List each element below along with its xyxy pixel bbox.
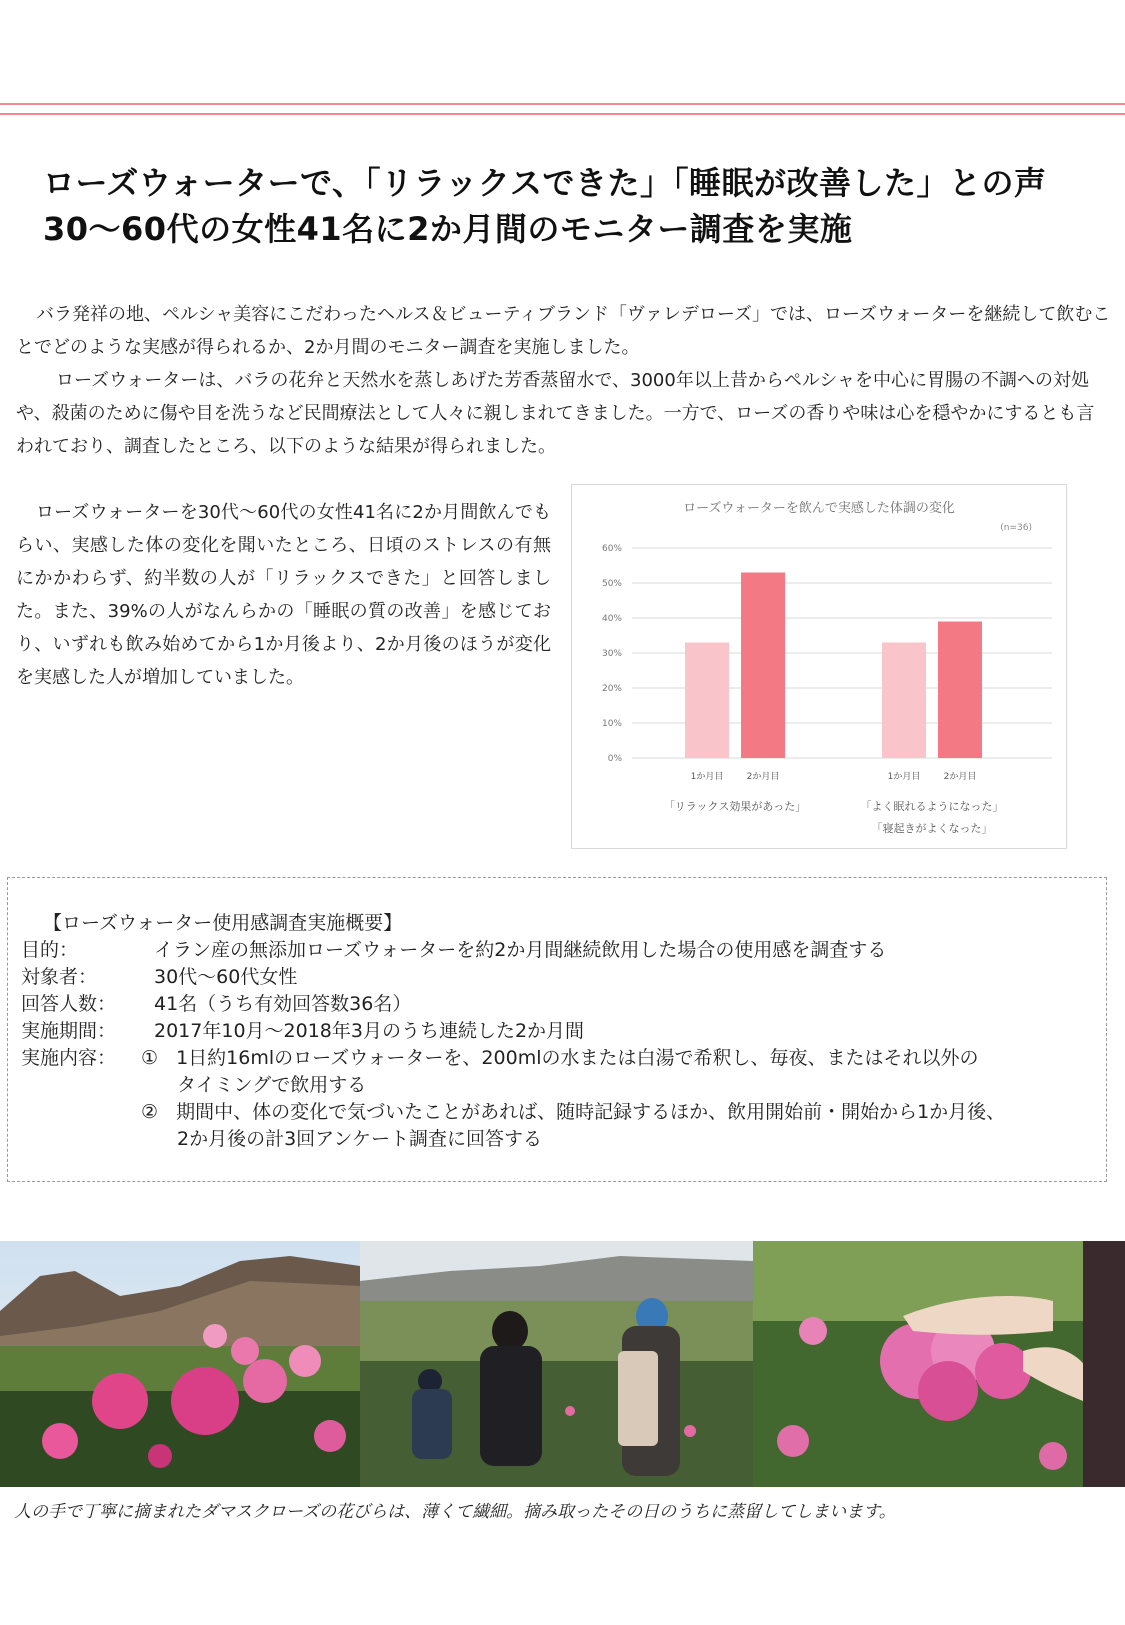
bar [685,643,729,759]
title-line-2: 30～60代の女性41名に2か月間のモニター調査を実施 [43,210,853,248]
y-tick-label: 20% [601,684,622,694]
intro-paragraph-2: ローズウォーターは、バラの花弁と天然水を蒸しあげた芳香蒸留水で、3000年以上昔からペルシャを中心に胃腸の不調への対処や、殺菌のために傷や目を洗うなど民間療法として人々に親しまれてきました。一方で、ローズの香りや味は心を穏やかにするとも言われており、調査したところ、以下のような結果が得られました。 [16,370,1095,457]
x-tick-label: 1か月目 [887,772,921,782]
survey-value: 41名（うち有効回答数36名） [154,993,412,1015]
group-label: 「リラックス効果があった」 [663,800,807,813]
group-label: 「よく眠れるようになった」 [860,800,1004,813]
y-tick-label: 10% [601,719,622,729]
photo-strip [0,1241,1125,1487]
survey-row-period [21,1018,585,1045]
x-tick-label: 2か月目 [746,772,780,782]
survey-summary-box [7,877,1107,1182]
survey-row-target [21,964,298,991]
bar [741,573,785,759]
result-paragraph: ローズウォーターを30代～60代の女性41名に2か月間飲んでもらい、実感した体の変化を聞いたところ、日頃のストレスの有無にかかわらず、約半数の人が「リラックスできた」と回答しました。また、39%の人がなんらかの「睡眠の質の改善」を感じており、いずれも飲み始めてから1か月後より、2か月後のほうが変化を実感した人が増加していました。 [16,502,551,688]
y-tick-label: 30% [601,649,622,659]
hand-roses-photo [753,1241,1125,1487]
survey-value: イラン産の無添加ローズウォーターを約2か月間継続飲用した場合の使用感を調査する [154,939,887,961]
bar [938,622,982,759]
page-title [43,160,1047,252]
intro-text [16,298,1112,463]
survey-label: 目的： [21,939,79,961]
intro-paragraph-1: バラ発祥の地、ペルシャ美容にこだわったヘルス＆ビューティブランド「ヴァレデローズ」では、ローズウォーターを継続して飲むことでどのような実感が得られるか、2か月間のモニター調査を実施しました。 [16,304,1111,358]
top-rule-1 [0,103,1125,105]
bar-chart [572,485,1066,848]
item-mark: ② [141,1101,159,1123]
bar [882,643,926,759]
y-tick-label: 40% [601,614,622,624]
survey-row-content [21,1045,146,1072]
survey-label: 実施内容： [21,1047,117,1069]
y-tick-label: 0% [607,754,622,764]
y-tick-label: 50% [601,579,622,589]
survey-row-purpose [21,937,887,964]
survey-label: 回答人数： [21,993,117,1015]
item-line-1: 1日約16mlのローズウォーターを、200mlの水または白湯で希釈し、毎夜、またはそれ以外の [176,1047,979,1069]
item-line-1: 期間中、体の変化で気づいたことがあれば、随時記録するほか、飲用開始前・開始から1か月後、 [176,1101,1006,1123]
photo-caption: 人の手で丁寧に摘まれたダマスクローズの花びらは、薄くて繊細。摘み取ったその日のうちに蒸留してしまいます。 [14,1502,896,1522]
rose-pickers-photo [360,1241,753,1487]
survey-item-2 [141,1099,1005,1153]
survey-item-1 [141,1045,979,1099]
chart-panel [571,484,1067,849]
survey-row-respondents [21,991,412,1018]
survey-heading: 【ローズウォーター使用感調査実施概要】 [43,912,403,934]
title-line-1: ローズウォーターで、「リラックスできた」「睡眠が改善した」との声 [43,164,1047,202]
survey-value: 2017年10月～2018年3月のうち連続した2か月間 [154,1020,585,1042]
survey-value: 30代～60代女性 [154,966,298,988]
item-line-2: 2か月後の計3回アンケート調査に回答する [177,1128,543,1150]
item-line-2: タイミングで飲用する [177,1074,367,1096]
chart-sample-size: (n=36) [1000,523,1032,533]
chart-title: ローズウォーターを飲んで実感した体調の変化 [683,501,955,516]
survey-label: 実施期間： [21,1020,117,1042]
group-label: 「寝起きがよくなった」 [871,822,993,835]
top-rule-2 [0,113,1125,115]
survey-label: 対象者： [21,966,98,988]
item-mark: ① [141,1047,159,1069]
rose-field-photo [0,1241,360,1487]
x-tick-label: 1か月目 [690,772,724,782]
y-tick-label: 60% [601,544,622,554]
x-tick-label: 2か月目 [943,772,977,782]
